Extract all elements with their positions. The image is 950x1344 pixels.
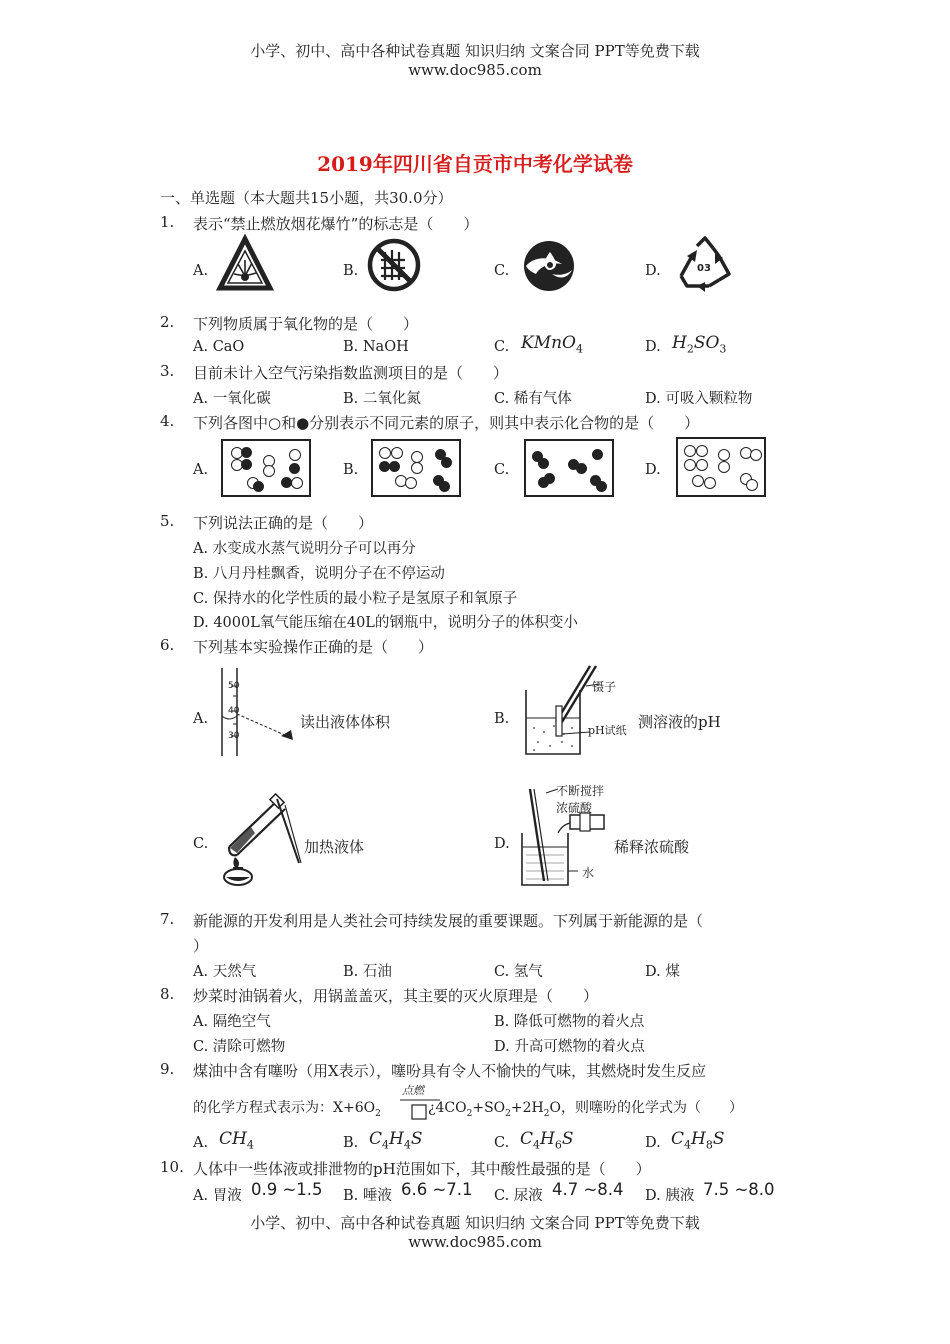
q9-option-d: D. bbox=[645, 1135, 661, 1151]
q3-option-b: B. 二氧化氮 bbox=[343, 391, 421, 407]
page-title: 2019年四川省自贡市中考化学试卷 bbox=[317, 152, 633, 176]
q9-option-c: C. bbox=[494, 1135, 510, 1151]
water-label: 水 bbox=[582, 866, 595, 880]
q2-option-d-formula: $H_2SO_3$ bbox=[672, 333, 727, 356]
q4-option-a: A. bbox=[193, 462, 209, 478]
no-fireworks-icon bbox=[367, 238, 421, 292]
footer-line2[interactable]: www.doc985.com bbox=[408, 1233, 542, 1251]
q4-box-d bbox=[676, 437, 766, 497]
q1-option-a: A. bbox=[193, 263, 209, 279]
q5-option-a: A. 水变成水蒸气说明分子可以再分 bbox=[193, 541, 416, 557]
q8-number: 8. bbox=[160, 985, 175, 1003]
q2-option-d: D. bbox=[645, 339, 661, 355]
q3-text: 目前未计入空气污染指数监测项目的是（ ） bbox=[193, 364, 509, 382]
q5-text: 下列说法正确的是（ ） bbox=[193, 514, 374, 532]
q9-option-b-formula: $C_4H_4S$ bbox=[369, 1129, 423, 1152]
q1-option-d: D. bbox=[645, 263, 661, 279]
q10-option-b-value: 6.6 ~7.1 bbox=[401, 1180, 473, 1199]
q6-option-b-desc: 测溶液的pH bbox=[638, 713, 721, 731]
q9-text: 煤油中含有噻吩（用X表示），噻吩具有令人不愉快的气味，其燃烧时发生反应 bbox=[193, 1062, 707, 1080]
q2-option-c-formula: KMnO$_4$ bbox=[521, 333, 583, 356]
q5-option-c: C. 保持水的化学性质的最小粒子是氢原子和氧原子 bbox=[193, 591, 518, 607]
q8-option-c: C. 清除可燃物 bbox=[193, 1039, 286, 1055]
q4-box-c bbox=[524, 439, 614, 497]
q2-text: 下列物质属于氧化物的是（ ） bbox=[193, 315, 419, 333]
q7-text: 新能源的开发利用是人类社会可持续发展的重要课题。下列属于新能源的是（ bbox=[193, 912, 704, 930]
recycle-icon-label: 03 bbox=[697, 263, 711, 274]
q5-number: 5. bbox=[160, 512, 175, 530]
stir-label: 不断搅拌 bbox=[556, 784, 605, 798]
q2-option-a: A. CaO bbox=[193, 339, 245, 355]
section-heading: 一、单选题（本大题共15小题，共30.0分） bbox=[160, 189, 453, 207]
q4-box-b bbox=[371, 439, 461, 497]
q9-option-a: A. bbox=[193, 1135, 209, 1151]
q4-number: 4. bbox=[160, 412, 175, 430]
q7-option-a: A. 天然气 bbox=[193, 964, 257, 980]
q2-option-b: B. NaOH bbox=[343, 339, 409, 355]
explosive-warning-icon bbox=[218, 236, 272, 292]
q4-text: 下列各图中○和●分别表示不同元素的原子，则其中表示化合物的是（ ） bbox=[193, 414, 700, 432]
q6-option-b: B. bbox=[494, 711, 510, 727]
q3-option-d: D. 可吸入颗粒物 bbox=[645, 391, 753, 407]
water-saving-icon bbox=[522, 240, 576, 292]
q1-option-b: B. bbox=[343, 263, 359, 279]
q9-number: 9. bbox=[160, 1060, 175, 1078]
q6-number: 6. bbox=[160, 636, 175, 654]
q6-option-a: A. bbox=[193, 711, 209, 727]
q10-option-d: D. 胰液 bbox=[645, 1188, 695, 1204]
q3-number: 3. bbox=[160, 362, 175, 380]
q10-option-c: C. 尿液 bbox=[494, 1188, 543, 1204]
q4-option-b: B. bbox=[343, 462, 359, 478]
cylinder-tick-30: 30 bbox=[228, 731, 240, 741]
header-line2[interactable]: www.doc985.com bbox=[408, 61, 542, 79]
ph-paper-beaker-icon bbox=[520, 662, 620, 762]
q4-box-a bbox=[221, 439, 311, 497]
q7-option-d: D. 煤 bbox=[645, 964, 680, 980]
q7-option-c: C. 氢气 bbox=[494, 964, 543, 980]
q8-option-a: A. 隔绝空气 bbox=[193, 1014, 271, 1030]
q7-number: 7. bbox=[160, 910, 175, 928]
q9-option-b: B. bbox=[343, 1135, 359, 1151]
q8-option-b: B. 降低可燃物的着火点 bbox=[494, 1014, 645, 1030]
q10-option-a: A. 胃液 bbox=[193, 1188, 242, 1204]
q5-option-d: D. 4000L氧气能压缩在40L的钢瓶中，说明分子的体积变小 bbox=[193, 615, 578, 631]
q9-equation-line: 的化学方程式表示为：$X+6O_2$ bbox=[193, 1100, 381, 1119]
q9-equation-rest: ¿$4CO_2+SO_2+2H_2O$，则噻吩的化学式为（ ） bbox=[428, 1100, 743, 1119]
q4-option-d: D. bbox=[645, 462, 661, 478]
q9-option-a-formula: $CH_4$ bbox=[219, 1129, 254, 1152]
q8-option-d: D. 升高可燃物的着火点 bbox=[494, 1039, 645, 1055]
q6-option-d: D. bbox=[494, 836, 510, 852]
q3-option-c: C. 稀有气体 bbox=[494, 391, 572, 407]
q10-option-b: B. 唾液 bbox=[343, 1188, 392, 1204]
q9-option-c-formula: $C_4H_6S$ bbox=[520, 1129, 574, 1152]
q10-text: 人体中一些体液或排泄物的pH范围如下，其中酸性最强的是（ ） bbox=[193, 1160, 651, 1178]
q8-text: 炒菜时油锅着火，用锅盖盖灭，其主要的灭火原理是（ ） bbox=[193, 987, 599, 1005]
heating-test-tube-icon bbox=[215, 793, 307, 888]
q1-option-c: C. bbox=[494, 263, 510, 279]
q5-option-b: B. 八月丹桂飘香，说明分子在不停运动 bbox=[193, 566, 445, 582]
q9-option-d-formula: $C_4H_8S$ bbox=[671, 1129, 725, 1152]
q4-option-c: C. bbox=[494, 462, 510, 478]
cylinder-tick-40: 40 bbox=[228, 706, 240, 716]
q6-option-a-desc: 读出液体体积 bbox=[300, 713, 391, 731]
q10-option-c-value: 4.7 ~8.4 bbox=[552, 1180, 624, 1199]
q2-number: 2. bbox=[160, 313, 175, 331]
q7-text-cont: ） bbox=[193, 937, 209, 955]
q6-text: 下列基本实验操作正确的是（ ） bbox=[193, 638, 434, 656]
q6-option-c-desc: 加热液体 bbox=[304, 838, 365, 856]
q7-option-b: B. 石油 bbox=[343, 964, 392, 980]
cylinder-tick-50: 50 bbox=[228, 681, 240, 691]
ph-paper-label: pH试纸 bbox=[588, 724, 627, 737]
q3-option-a: A. 一氧化碳 bbox=[193, 391, 271, 407]
q6-option-c: C. bbox=[193, 836, 209, 852]
header-line1: 小学、初中、高中各种试卷真题 知识归纳 文案合同 PPT等免费下载 bbox=[250, 42, 700, 60]
footer-line1: 小学、初中、高中各种试卷真题 知识归纳 文案合同 PPT等免费下载 bbox=[250, 1214, 700, 1232]
q2-option-c: C. bbox=[494, 339, 510, 355]
q6-option-d-desc: 稀释浓硫酸 bbox=[614, 838, 690, 856]
q1-number: 1. bbox=[160, 213, 175, 231]
q9-condition: 点燃 bbox=[402, 1084, 424, 1097]
q10-option-a-value: 0.9 ~1.5 bbox=[251, 1180, 323, 1199]
tweezers-label: 镊子 bbox=[592, 680, 617, 694]
q10-option-d-value: 7.5 ~8.0 bbox=[703, 1180, 775, 1199]
q1-text: 表示“禁止燃放烟花爆竹”的标志是（ ） bbox=[193, 215, 479, 233]
q10-number: 10. bbox=[160, 1158, 184, 1176]
concentrated-acid-label: 浓硫酸 bbox=[556, 801, 593, 815]
